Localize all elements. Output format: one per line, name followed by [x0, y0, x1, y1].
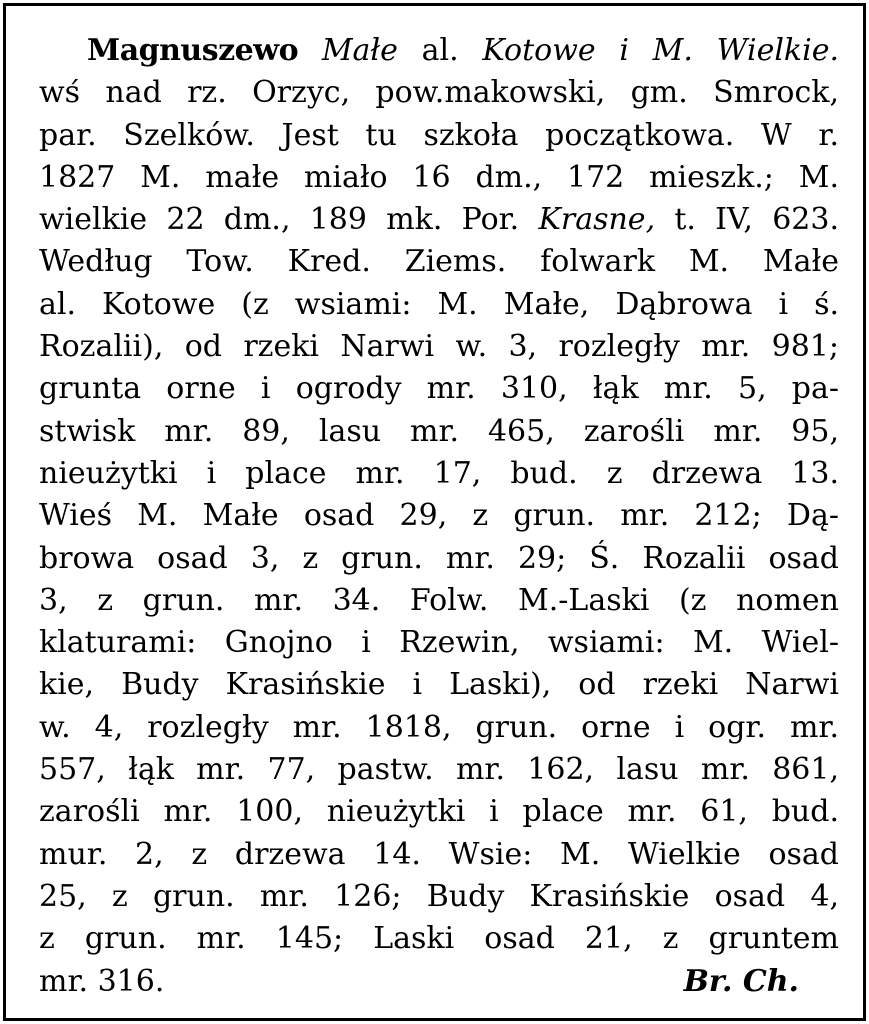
- entry-line-23: [39, 961, 839, 1003]
- variant-name-male: Małe: [321, 33, 398, 68]
- entry-line-13: browa osad 3, z grun. mr. 29; Ś. Rozalii osad: [39, 540, 839, 576]
- entry-line-11: nieużytki i place mr. 17, bud. z drzewa 13.: [39, 455, 839, 491]
- entry-line-10: stwisk mr. 89, lasu mr. 465, zarośli mr. 95,: [39, 413, 839, 449]
- entry-line-5: [39, 199, 839, 241]
- entry-line-8: Rozalii), od rzeki Narwi w. 3, rozległy mr. 981;: [39, 329, 839, 365]
- entry-line-1: [39, 30, 839, 72]
- entry-line-22: z grun. mr. 145; Laski osad 21, z gruntem: [39, 921, 839, 957]
- entry-line-12: Wieś M. Małe osad 29, z grun. mr. 212; Dą-: [39, 498, 839, 534]
- author-signature: Br. Ch.: [683, 963, 799, 999]
- cross-reference: Krasne,: [538, 202, 656, 238]
- entry-line-19: zarośli mr. 100, nieużytki i place mr. 61, bud.: [39, 794, 839, 830]
- entry-line-15: klaturami: Gnojno i Rzewin, wsiami: M. Wiel-: [39, 625, 839, 661]
- entry-line-16: kie, Budy Krasińskie i Laski), od rzeki Narwi: [39, 667, 839, 703]
- entry-line-20: mur. 2, z drzewa 14. Wsie: M. Wielkie osad: [39, 836, 839, 872]
- entry-line-4: 1827 M. małe miało 16 dm., 172 mieszk.; M.: [39, 159, 839, 195]
- variant-names: Kotowe i M. Wielkie.: [482, 33, 839, 68]
- entry-line-21: 25, z grun. mr. 126; Budy Krasińskie osad 4,: [39, 878, 839, 914]
- entry-line-17: w. 4, rozległy mr. 1818, grun. orne i ogr. mr.: [39, 709, 839, 745]
- entry-line-3: par. Szelków. Jest tu szkoła początkowa. W r.: [39, 117, 839, 153]
- entry-line-2: wś nad rz. Orzyc, pow.makowski, gm. Smrock,: [39, 75, 839, 111]
- entry-line-9: grunta orne i ogrody mr. 310, łąk mr. 5, pa-: [39, 371, 839, 407]
- alias-abbrev: al.: [421, 33, 459, 68]
- encyclopedia-entry: [39, 30, 839, 1003]
- headword: Magnuszewo: [87, 33, 299, 68]
- line-5-start: wielkie 22 dm., 189 mk. Por.: [39, 202, 520, 238]
- entry-line-14: 3, z grun. mr. 34. Folw. M.-Laski (z nomen: [39, 582, 839, 618]
- entry-line-7: al. Kotowe (z wsiami: M. Małe, Dąbrowa i ś.: [39, 286, 839, 322]
- final-line-text: mr. 316.: [39, 963, 165, 999]
- page-frame: [3, 3, 866, 1021]
- entry-line-18: 557, łąk mr. 77, pastw. mr. 162, lasu mr. 861,: [39, 752, 839, 788]
- entry-line-6: Według Tow. Kred. Ziems. folwark M. Małe: [39, 244, 839, 280]
- cross-reference-volume: t. IV, 623.: [674, 202, 839, 238]
